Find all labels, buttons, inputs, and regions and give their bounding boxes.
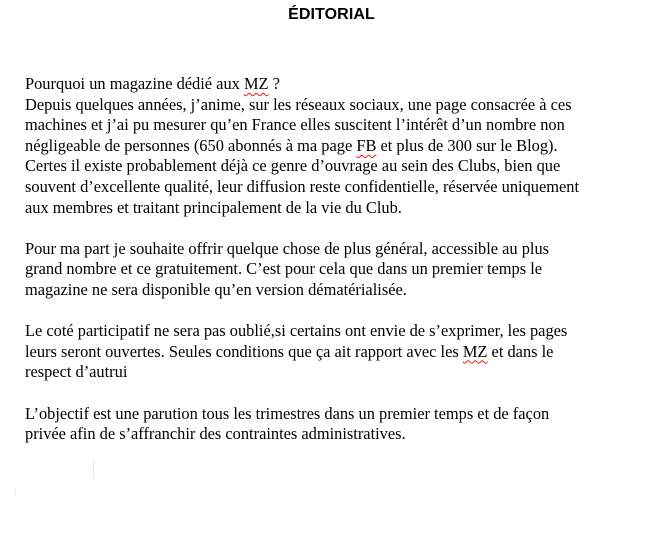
spellcheck-flagged-word[interactable]: FB [356, 135, 377, 155]
text-line: L’objectif est une parution tous les trimestres dans un premier temps et de façon [25, 403, 550, 423]
text-segment: ? [268, 74, 280, 93]
text-line [25, 136, 637, 157]
text-line: aux membres et traitant principalement de la vie du Club. [25, 197, 402, 217]
text-line: privée afin de s’affranchir des contraintes administratives. [25, 424, 406, 444]
text-segment: leurs seront ouvertes. Seules conditions que ça ait rapport avec les [25, 341, 463, 361]
text-line: machines et j’ai pu mesurer qu’en France elles suscitent l’intérêt d’un nombre non [25, 115, 565, 135]
text-segment: Pourquoi un magazine dédié aux [25, 74, 244, 93]
paragraph [25, 74, 637, 218]
text-line: Pour ma part je souhaite offrir quelque chose de plus général, accessible au plus [25, 238, 550, 258]
text-cursor-artifact [93, 460, 94, 478]
document-body[interactable] [25, 74, 637, 465]
text-line: respect d’autrui [25, 362, 128, 382]
text-line: magazine ne sera disponible qu’en version dématérialisée. [25, 279, 407, 299]
text-line: Le coté participatif ne sera pas oublié,si certains ont envie de s’exprimer, les pages [25, 321, 568, 341]
spellcheck-flagged-word[interactable]: MZ [243, 74, 269, 93]
text-line: Depuis quelques années, j’anime, sur les réseaux sociaux, une page consacrée à ces [25, 94, 572, 114]
text-line: Certes il existe probablement déjà ce genre d’ouvrage au sein des Clubs, bien que [25, 156, 561, 176]
text-segment: et dans le [487, 341, 554, 361]
paragraph [25, 404, 637, 445]
text-line: grand nombre et ce gratuitement. C’est pour cela que dans un premier temps le [25, 259, 543, 279]
text-line [25, 74, 637, 95]
text-line [25, 342, 637, 363]
paragraph [25, 321, 637, 383]
text-cursor-artifact [15, 489, 16, 497]
document-title: ÉDITORIAL [288, 6, 375, 23]
paragraph [25, 239, 637, 301]
text-segment: et plus de 300 sur le Blog). [376, 135, 558, 155]
text-line: souvent d’excellente qualité, leur diffusion reste confidentielle, réservée uniquement [25, 176, 580, 196]
text-segment: négligeable de personnes (650 abonnés à ma page [25, 135, 357, 155]
spellcheck-flagged-word[interactable]: MZ [462, 341, 488, 361]
